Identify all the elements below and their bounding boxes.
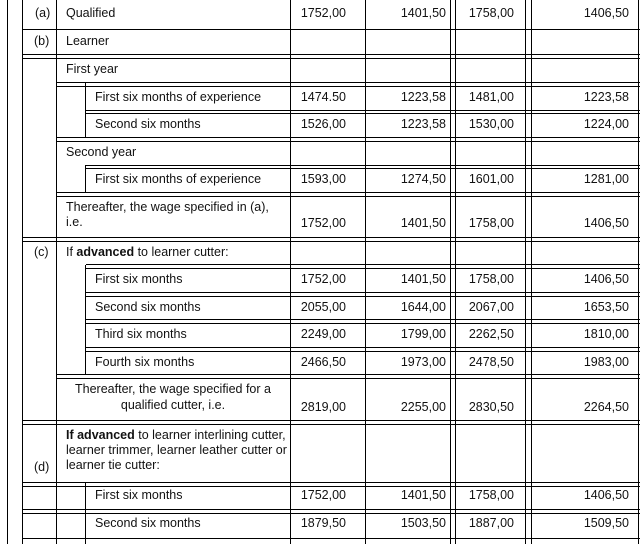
value-cell: 1281,00 (583, 172, 629, 186)
value-cell: 1401,50 (400, 6, 446, 20)
value-cell: 1752,00 (300, 216, 346, 230)
row-text: If advanced to learner interlining cutter, learner trimmer, learner leather cutter or learner tie cutter: (66, 428, 287, 472)
value-cell: 1406,50 (583, 216, 629, 230)
rule (86, 264, 640, 265)
value-cell: 2255,00 (400, 400, 446, 414)
rule (531, 0, 532, 544)
value-cell: 1799,00 (400, 327, 446, 341)
rule (86, 292, 640, 293)
rule (290, 0, 291, 544)
row-text: First six months (95, 488, 183, 502)
rule (85, 165, 86, 193)
row-text: qualified cutter, i.e. (120, 398, 226, 412)
rule (22, 538, 640, 539)
value-cell: 1758,00 (468, 216, 514, 230)
row-text: Thereafter, the wage specified in (a), i.e. (66, 200, 269, 229)
value-cell: 1406,50 (583, 488, 629, 502)
value-cell: 2478,50 (468, 355, 514, 369)
rule (85, 265, 86, 375)
value-cell: 1224,00 (583, 117, 629, 131)
row-text: Second six months (95, 117, 201, 131)
value-cell: 1752,00 (300, 6, 346, 20)
rule (7, 0, 8, 544)
item-label: (b) (34, 34, 50, 48)
value-cell: 1879,50 (300, 516, 346, 530)
value-cell: 1973,00 (400, 355, 446, 369)
value-cell: 1223,58 (400, 90, 446, 104)
rule (56, 82, 640, 83)
rule (638, 0, 639, 544)
value-cell: 1593,00 (300, 172, 346, 186)
value-cell: 1223,58 (400, 117, 446, 131)
value-cell: 1401,50 (400, 488, 446, 502)
rule (56, 378, 640, 379)
rule (56, 374, 640, 375)
rule (22, 420, 640, 421)
value-cell: 1481,00 (468, 90, 514, 104)
value-cell: 2264,50 (583, 400, 629, 414)
value-cell: 1810,00 (583, 327, 629, 341)
value-cell: 1223,58 (583, 90, 629, 104)
value-cell: 2055,00 (300, 300, 346, 314)
item-label: (d) (34, 460, 50, 474)
value-cell: 1887,00 (468, 516, 514, 530)
row-text: Second year (66, 145, 137, 159)
rule (56, 86, 640, 87)
item-label: (a) (35, 6, 51, 20)
value-cell: 1406,50 (583, 272, 629, 286)
rule (86, 347, 640, 348)
rule (86, 168, 640, 169)
rule (56, 192, 640, 193)
row-text: Qualified (66, 6, 116, 20)
value-cell: 1401,50 (400, 272, 446, 286)
rule (86, 110, 640, 111)
item-label: (c) (34, 245, 49, 259)
row-text: First six months (95, 272, 183, 286)
rule (22, 58, 640, 59)
value-cell: 1406,50 (583, 6, 629, 20)
rule (22, 482, 640, 483)
rule (365, 0, 366, 544)
row-text: Third six months (95, 327, 187, 341)
value-cell: 2067,00 (468, 300, 514, 314)
rule (85, 483, 86, 544)
rule (22, 509, 640, 510)
rule (56, 196, 640, 197)
rule (22, 424, 640, 425)
rule (22, 29, 640, 30)
value-cell: 1509,50 (583, 516, 629, 530)
rule (22, 486, 640, 487)
rule (22, 513, 640, 514)
row-text: Learner (66, 34, 110, 48)
rule (86, 113, 640, 114)
value-cell: 1983,00 (583, 355, 629, 369)
rule (22, 237, 640, 238)
row-text: First six months of experience (95, 90, 262, 104)
value-cell: 2819,00 (300, 400, 346, 414)
rule (86, 323, 640, 324)
rule (85, 83, 86, 138)
row-text: First year (66, 62, 119, 76)
row-text: If advanced to learner cutter: (66, 245, 229, 259)
value-cell: 1758,00 (468, 272, 514, 286)
rule (455, 0, 456, 544)
rule (525, 0, 526, 544)
rule (22, 54, 640, 55)
rule (56, 0, 57, 544)
value-cell: 1401,50 (400, 216, 446, 230)
value-cell: 1530,00 (468, 117, 514, 131)
value-cell: 1752,00 (300, 488, 346, 502)
value-cell: 1758,00 (468, 6, 514, 20)
value-cell: 2466,50 (300, 355, 346, 369)
rule (22, 0, 23, 544)
rule (86, 268, 640, 269)
row-text: First six months of experience (95, 172, 262, 186)
row-text: Thereafter, the wage specified for a (75, 382, 271, 396)
value-cell: 2262,50 (468, 327, 514, 341)
rule (56, 137, 640, 138)
rule (86, 296, 640, 297)
value-cell: 1601,00 (468, 172, 514, 186)
value-cell: 1274,50 (400, 172, 446, 186)
rule (86, 319, 640, 320)
value-cell: 1758,00 (468, 488, 514, 502)
row-text: Second six months (95, 516, 201, 530)
value-cell: 1644,00 (400, 300, 446, 314)
rule (56, 141, 640, 142)
value-cell: 1474.50 (300, 90, 346, 104)
rule (450, 0, 451, 544)
rule (86, 165, 640, 166)
rule (86, 351, 640, 352)
rule (22, 241, 640, 242)
value-cell: 1503,50 (400, 516, 446, 530)
row-text: Second six months (95, 300, 201, 314)
value-cell: 1752,00 (300, 272, 346, 286)
value-cell: 2830,50 (468, 400, 514, 414)
value-cell: 2249,00 (300, 327, 346, 341)
row-text: Fourth six months (95, 355, 195, 369)
value-cell: 1526,00 (300, 117, 346, 131)
value-cell: 1653,50 (583, 300, 629, 314)
